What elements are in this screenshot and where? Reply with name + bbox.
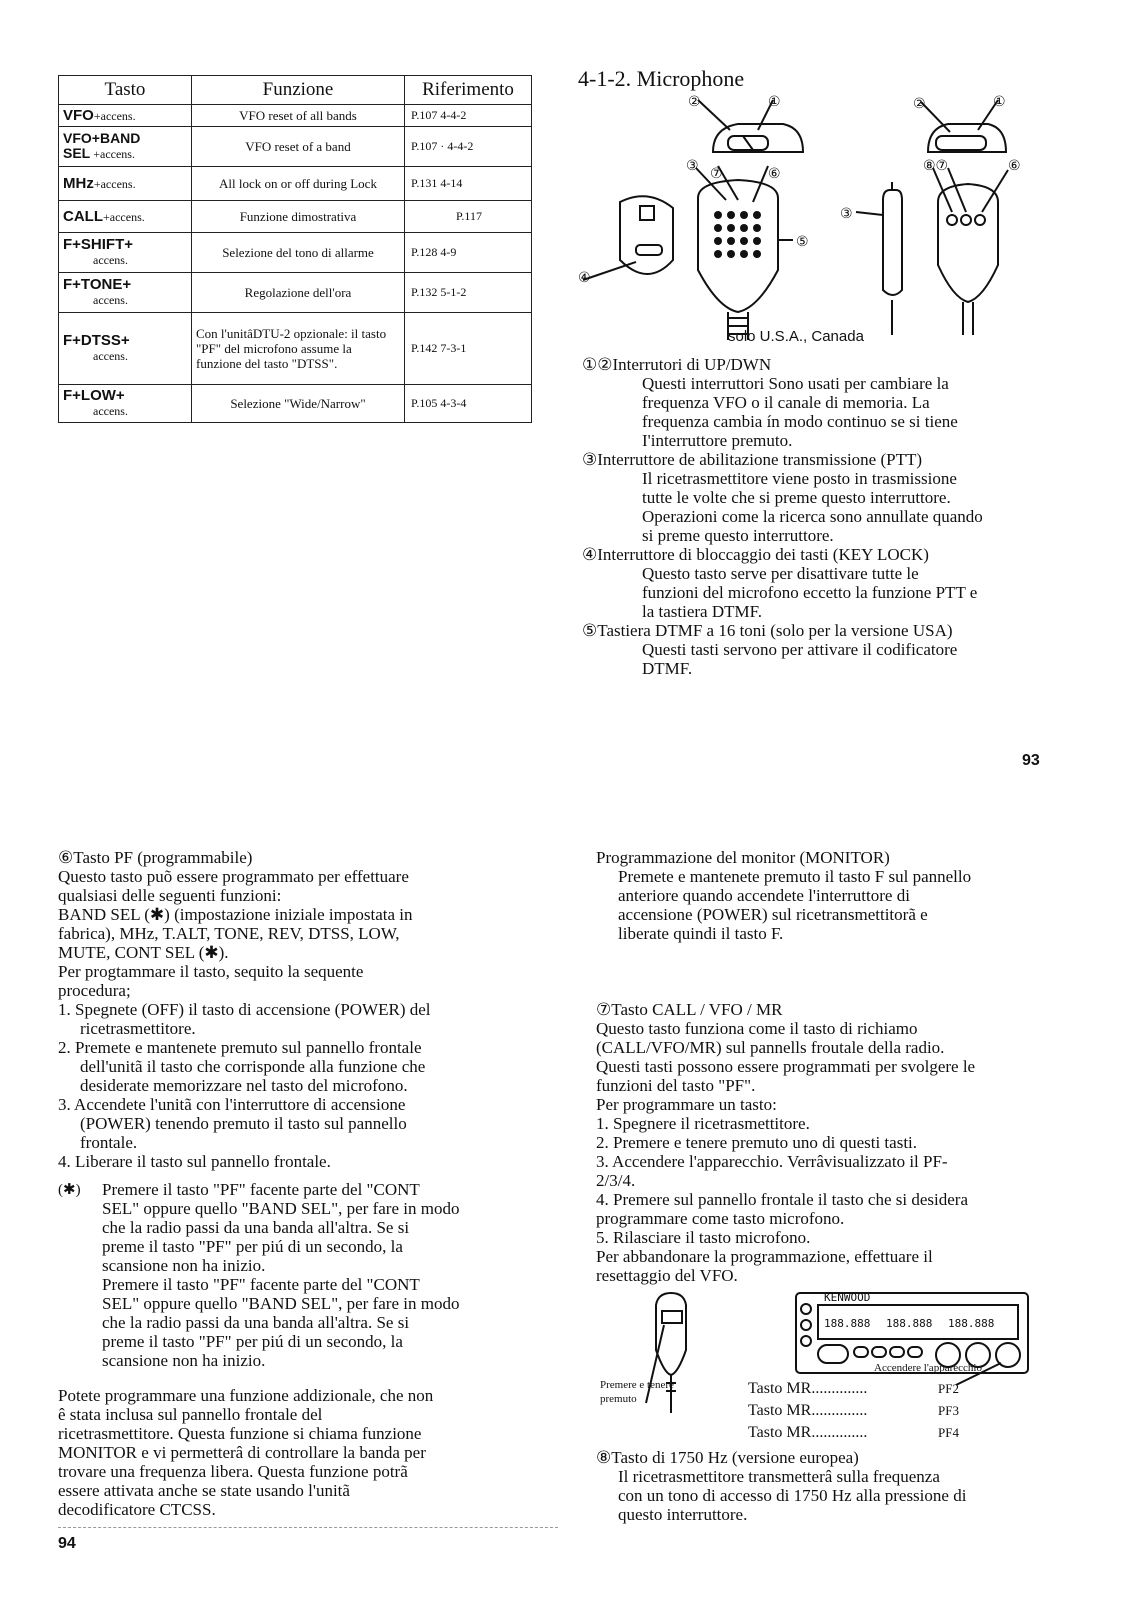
callout-87: ⑧⑦ bbox=[923, 158, 949, 174]
item-head: ④Interruttore di bloccaggio dei tasti (KEY LOCK) bbox=[582, 545, 929, 564]
callout-1a: ① bbox=[768, 94, 781, 110]
item-head: ⑤Tastiera DTMF a 16 toni (solo per la versione USA) bbox=[582, 621, 953, 640]
monitor-section: Programmazione del monitor (MONITOR) Premete e mantenete premuto il tasto F sul pannello anteriore quando accendete l'interruttore di accensione (POWER) sul ricetransmettitorã e liberate quindi il tasto F. bbox=[596, 848, 972, 943]
pf-key-section: ⑥Tasto PF (programmabile) Questo tasto puõ essere programmato per effettuare qualsiasi delle seguenti funzioni: BAND SEL (✱) (impostazione iniziale impostata in fabrica), MHz, T.ALT, TONE, REV, DTSS, LOW, MUTE, CONT SEL (✱). Per progtammare il tasto, sequito la sequente procedura; 1. Spegnete (OFF) il tasto di accensione (POWER) del ricetrasmettitore. 2. Premete e mantenete premuto sul pannello frontale dell'unitã il tasto che corrisponde alla funzione che desiderate memorizzare nel tasto del microfono. 3. Accendete l'unitã con l'interruttore di accensione (POWER) tenendo premuto il tasto sul pannello frontale. 4. Liberare il tasto sul pannello frontale. bbox=[58, 848, 431, 1171]
svg-text:188.888: 188.888 bbox=[948, 1317, 995, 1330]
callout-5: ⑤ bbox=[796, 234, 809, 250]
table-row: VFO+accens. VFO reset of all bands P.107 4-4-2 bbox=[59, 105, 532, 127]
mr-list: Tasto MR.............. PF2 Tasto MR.............. PF3 Tasto MR.............. PF4 bbox=[748, 1380, 959, 1441]
table-row: VFO+BAND SEL +accens. VFO reset of a band P.107 · 4-4-2 bbox=[59, 127, 532, 167]
callout-3b: ③ bbox=[840, 206, 853, 222]
page-number-94: 94 bbox=[58, 1535, 76, 1552]
note-text: Premere il tasto "PF" facente parte del "CONT SEL" oppure quello "BAND SEL", per fare in modo che la radio passi da una banda all'altra. Se si preme il tasto "PF" per piú di un secondo, la scansione non ha inizio. Premere il tasto "PF" facente parte del "CONT SEL" oppure quello "BAND SEL", per fare in modo che la radio passi da una banda all'altra. Se si preme il tasto "PF" per piú di un secondo, la scansione non ha inizio. bbox=[102, 1180, 460, 1370]
radio-brand: KENWOOD bbox=[824, 1291, 871, 1304]
table-row: CALL+accens. Funzione dimostrativa P.117 bbox=[59, 201, 532, 233]
callout-4: ④ bbox=[578, 270, 591, 286]
call-vfo-mr-section: ⑦Tasto CALL / VFO / MR Questo tasto funziona come il tasto di richiamo (CALL/VFO/MR) sul pannells froutale della radio. Questi tasti possono essere programmati per svolgere le funzioni del tasto "PF". Per programmare un tasto: 1. Spegnere il ricetrasmettitore. 2. Premere e tenere premuto uno di questi tasti. 3. Accendere l'apparecchio. Verrâvisualizzato il PF- 2/3/4. 4. Premere sul pannello frontale il tasto che si desidera programmare come tasto microfono. 5. Rilasciare il tasto microfono. Per abbandonare la programmazione, effettuare il resettaggio del VFO. bbox=[596, 1000, 976, 1285]
fig-caption-right: Accendere l'apparecchio bbox=[874, 1362, 982, 1374]
callout-6b: ⑥ bbox=[1008, 158, 1021, 174]
1750hz-section: ⑧Tasto di 1750 Hz (versione europea) Il ricetrasmettitore transmetterâ sulla frequenza con un tono di accesso di 1750 Hz alla pressione di questo interruttore. bbox=[596, 1448, 967, 1524]
callout-7a: ⑦ bbox=[710, 166, 723, 182]
microphone-figure bbox=[578, 90, 1048, 345]
item-head: ③Interruttore de abilitazione transmissione (PTT) bbox=[582, 450, 923, 469]
table-row: F+SHIFT+ accens. Selezione del tono di allarme P.128 4-9 bbox=[59, 233, 532, 273]
table-row: F+DTSS+ accens. Con l'unitâDTU-2 opzionale: il tasto "PF" del microfono assume la funzione del tasto "DTSS". P.142 7-3-1 bbox=[59, 313, 532, 385]
callout-2a: ② bbox=[688, 94, 701, 110]
callout-6a: ⑥ bbox=[768, 166, 781, 182]
mic-note: solo U.S.A., Canada bbox=[728, 328, 864, 345]
fig-caption-left: Premere e tenere premuto bbox=[600, 1379, 674, 1405]
page-number-93: 93 bbox=[1022, 752, 1040, 769]
header-funzione: Funzione bbox=[192, 76, 405, 105]
header-tasto: Tasto bbox=[59, 76, 192, 105]
table-row: F+LOW+ accens. Selezione "Wide/Narrow" P.105 4-3-4 bbox=[59, 385, 532, 423]
monitor-paragraph: Potete programmare una funzione addizionale, che non ê stata inclusa sul pannello frontale del ricetrasmettitore. Questa funzione si chiama funzione MONITOR e vi permetterâ di controllare la banda per trovare una frequenza libera. Questa funzione potrã essere attivata anche se state usando l'unitã decodificatore CTCSS. bbox=[58, 1386, 434, 1519]
callout-2b: ② bbox=[913, 96, 926, 112]
mic-descriptions: ①②Interrutori di UP/DWN Questi interruttori Sono usati per cambiare la frequenza VFO o il canale di memoria. La frequenza cambia ín modo continuo se si tiene I'interruttore premuto. ③Interruttore de abilitazione transmissione (PTT) Il ricetrasmettitore viene posto in trasmissione tutte le volte che si preme questo interruttore. Operazioni come la ricerca sono annullate quando si preme questo interruttore. ④Interruttore di bloccaggio dei tasti (KEY LOCK) Questo tasto serve per disattivare tutte le funzioni del microfono eccetto la funzione PTT e la tastiera DTMF. ⑤Tastiera DTMF a 16 toni (solo per la versione USA) Questi tasti servono per attivare il codificatore DTMF. bbox=[582, 355, 983, 678]
table-row: MHz+accens. All lock on or off during Lock P.131 4-14 bbox=[59, 167, 532, 201]
key-function-table bbox=[58, 75, 532, 423]
lcd-readout: 188.888 bbox=[824, 1317, 871, 1330]
svg-text:188.888: 188.888 bbox=[886, 1317, 933, 1330]
table-row: F+TONE+ accens. Regolazione dell'ora P.132 5-1-2 bbox=[59, 273, 532, 313]
header-riferimento: Riferimento bbox=[405, 76, 532, 105]
callout-1b: ① bbox=[993, 94, 1006, 110]
note-mark: (✱) bbox=[58, 1182, 81, 1198]
callout-3a: ③ bbox=[686, 158, 699, 174]
footer-divider bbox=[58, 1527, 558, 1528]
item-head: ①②Interrutori di UP/DWN bbox=[582, 355, 772, 374]
mic-section-title: 4-1-2. Microphone bbox=[578, 66, 745, 91]
